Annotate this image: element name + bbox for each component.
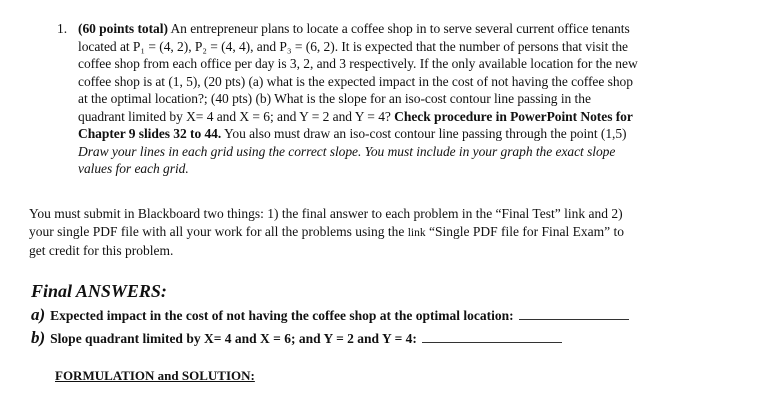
question-number: 1. — [57, 21, 68, 36]
question-text — [78, 20, 758, 178]
answer-a-blank[interactable] — [519, 307, 629, 320]
answer-a — [31, 305, 629, 325]
question-line-4: coffee shop is at (1, 5), (20 pts) (a) what is the expected impact in the cost of not having the coffee shop — [78, 73, 633, 89]
question-line-3: coffee shop from each office per day is 3, 2, and 3 respectively. If the only available location for the new — [78, 56, 638, 71]
answer-b-text: Slope quadrant limited by X= 4 and X = 6; and Y = 2 and Y = 4: — [50, 331, 417, 346]
submit-line-1: You must submit in Blackboard two things: 1) the final answer to each problem in the “Final Test” link and 2) — [29, 206, 623, 221]
question-line-2: located at P₁ = (4, 2), P₂ = (4, 4), and P₃ = (6, 2). It is expected that the number of persons that visit the — [78, 38, 628, 54]
formulation-heading: FORMULATION and SOLUTION: — [55, 368, 255, 383]
submission-instructions — [29, 205, 749, 260]
link-word: link — [407, 226, 426, 239]
question-points: (60 points total) — [78, 21, 168, 36]
answer-a-letter: a) — [31, 305, 46, 324]
answer-b-blank[interactable] — [422, 330, 562, 343]
question-line-5: at the optimal location?; (40 pts) (b) What is the slope for an iso-cost contour line passing in the — [78, 91, 591, 106]
procedure-note: Check procedure in PowerPoint Notes for — [394, 108, 633, 124]
chapter-reference: Chapter 9 slides 32 to 44. — [78, 126, 222, 141]
submit-line-2: your single PDF file with all your work for all the problems using the link “Single PDF file for Final Exam” to — [29, 223, 624, 239]
answer-b — [31, 328, 562, 348]
answer-a-text: Expected impact in the cost of not having the coffee shop at the optimal location: — [50, 308, 514, 323]
submit-line-3: get credit for this problem. — [29, 243, 174, 258]
final-answers-heading: Final ANSWERS: — [31, 281, 167, 301]
question-line-1: (60 points total) An entrepreneur plans to locate a coffee shop in to serve several current office tenants — [78, 21, 630, 36]
question-line-9: values for each grid. — [78, 161, 189, 176]
question-line-6: quadrant limited by X= 4 and X = 6; and Y = 2 and Y = 4? Check procedure in PowerPoint Notes for — [78, 108, 633, 124]
answer-b-letter: b) — [31, 328, 46, 347]
question-line-7: Chapter 9 slides 32 to 44. You also must draw an iso-cost contour line passing through the point (1,5) — [78, 126, 627, 141]
question-line-8: Draw your lines in each grid using the correct slope. You must include in your graph the exact slope — [78, 143, 616, 159]
